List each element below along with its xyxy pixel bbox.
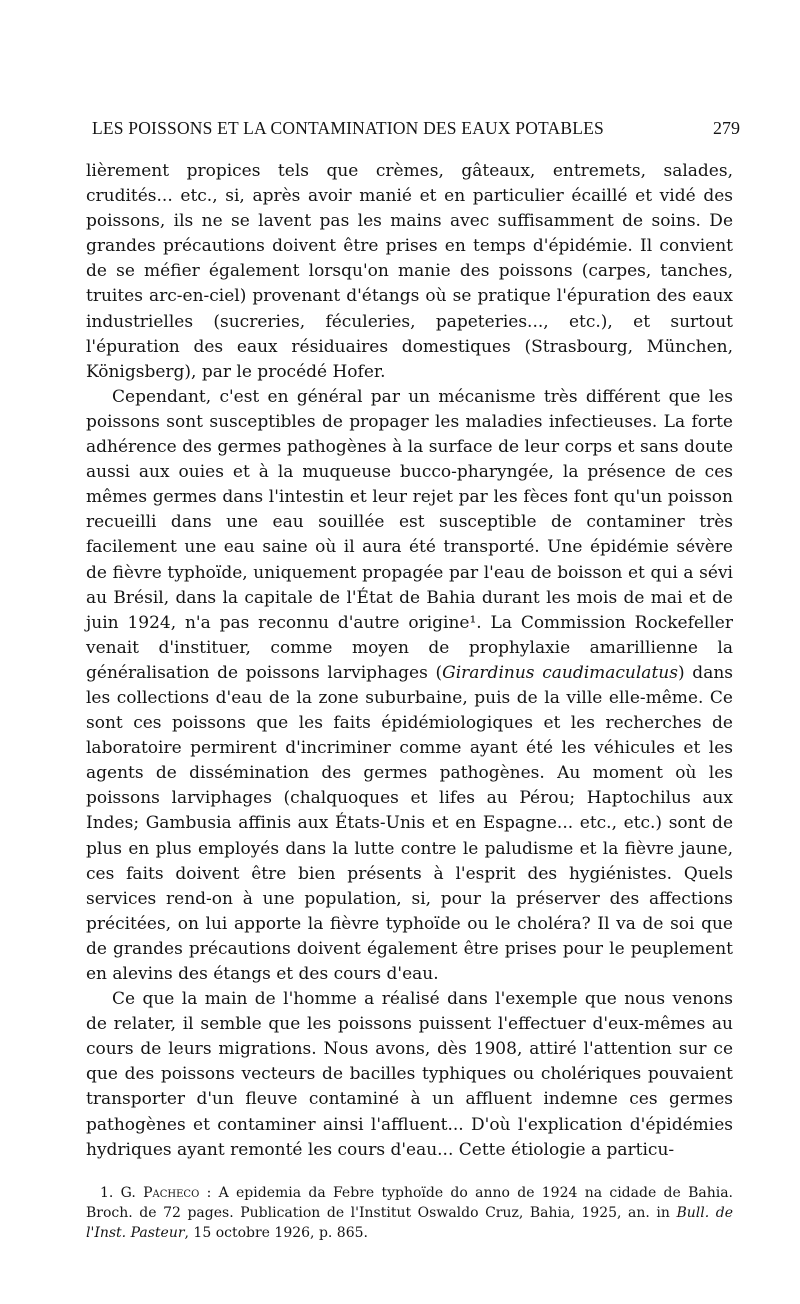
footnote-journal: Bull. de l'Inst. Pasteur: [86, 1205, 733, 1241]
footnote-marker: 1.: [100, 1185, 114, 1201]
footnotes: [86, 1183, 733, 1243]
footnote-author: G. Pacheco: [120, 1185, 200, 1201]
page-number: 279: [713, 118, 740, 138]
footnote-1: [86, 1183, 733, 1243]
paragraph-3: Ce que la main de l'homme a réalisé dans l'exemple que nous venons de relater, il semble que les poissons puissent l'effectuer d'eux-mêmes au cours de leurs migrations. Nous avons, dès 1908, attiré l'attention sur ce que des poissons vecteurs de bacilles typhiques ou cholériques pouvaient transporter d'un fleuve contaminé à un affluent indemne ces germes pathogènes et contaminer ainsi l'affluent... D'où l'explication d'épidémies hydriques ayant remonté les cours d'eau... Cette étiologie a particu-: [86, 989, 733, 1160]
body-text: [86, 159, 733, 1163]
paragraph-2-text-after-italic: ) dans les collections d'eau de la zone suburbaine, puis de la ville elle-même. Ce sont ces poissons que les faits épidémiologiques et les recherches de laboratoire permirent d'incriminer comme ayant été les véhicules et les agents de dissémination des germes pathogènes. Au moment où les poissons larviphages (chalquoques et lifes au Pérou; Haptochilus aux Indes; Gambusia affinis aux États-Unis et en Espagne... etc., etc.) sont de plus en plus employés dans la lutte contre le paludisme et la fièvre jaune, ces faits doivent être bien présents à l'esprit des hygiénistes. Quels services rend-on à une population, si, pour la préserver des affections précitées, on lui apporte la fièvre typhoïde ou le choléra? Il va de soi que de grandes précautions doivent également être prises pour le peuplement en alevins des étangs et des cours d'eau.: [86, 662, 733, 984]
paragraph-2: [86, 385, 733, 987]
footnote-end-text: , 15 octobre 1926, p. 865.: [184, 1225, 368, 1241]
paragraph-2-species-name: Girardinus caudimaculatus: [442, 662, 678, 683]
paragraph-2-text-before-italic: Cependant, c'est en général par un mécanisme très différent que les poissons sont susceptibles de propager les maladies infectieuses. La forte adhérence des germes pathogènes à la surface de leur corps et sans doute aussi aux ouies et à la muqueuse bucco-pharyngée, la présence de ces mêmes germes dans l'intestin et leur rejet par les fèces font qu'un poisson recueilli dans une eau souillée est susceptible de contaminer très facilement une eau saine où il aura été transporté. Une épidémie sévère de fièvre typhoïde, uniquement propagée par l'eau de boisson et qui a sévi au Brésil, dans la capitale de l'État de Bahia durant les mois de mai et de juin 1924, n'a pas reconnu d'autre origine¹. La Commission Rockefeller venait d'instituer, comme moyen de prophylaxie amarillienne la généralisation de poissons larviphages (: [86, 386, 733, 683]
running-head: [86, 118, 744, 144]
footnote-main-text: : A epidemia da Febre typhoïde do anno de 1924 na cidade de Bahia. Broch. de 72 pages. Publication de l'Institut Oswaldo Cruz, Bahia, 1925, an. in: [86, 1185, 734, 1221]
paragraph-1: lièrement propices tels que crèmes, gâteaux, entremets, salades, crudités... etc., si, après avoir manié et en particulier écaillé et vidé des poissons, ils ne se lavent pas les mains avec suffisamment de soins. De grandes précautions doivent être prises en temps d'épidémie. Il convient de se méfier également lorsqu'on manie des poissons (carpes, tanches, truites arc-en-ciel) provenant d'étangs où se pratique l'épuration des eaux industrielles (sucreries, féculeries, papeteries..., etc.), et surtout l'épuration des eaux résiduaires domestiques (Strasbourg, München, Königsberg), par le procédé Hofer.: [86, 161, 733, 382]
running-title: LES POISSONS ET LA CONTAMINATION DES EAUX POTABLES: [92, 118, 604, 138]
